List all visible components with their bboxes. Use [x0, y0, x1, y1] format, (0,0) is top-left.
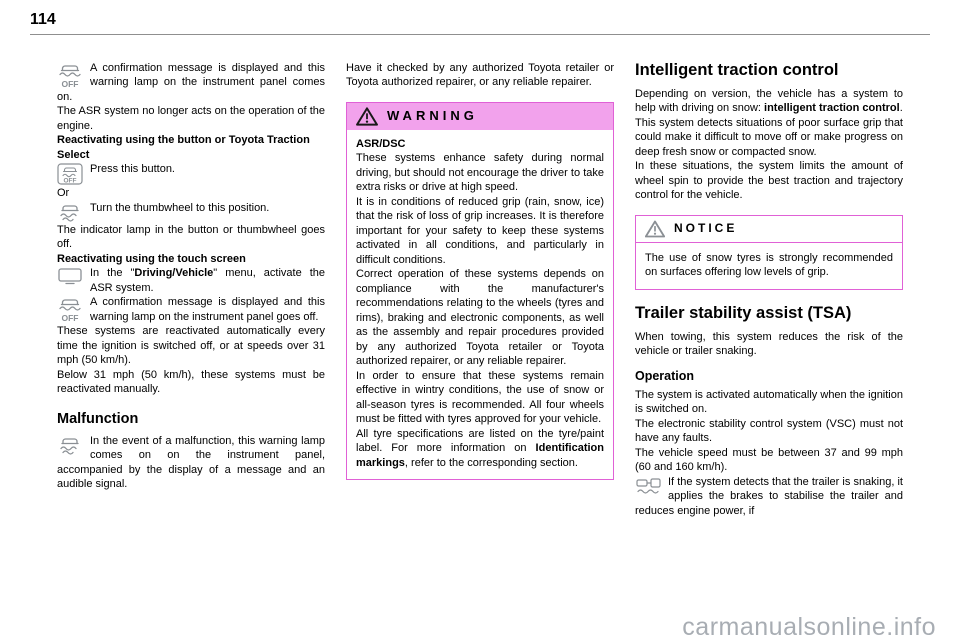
confirmation-on-paragraph: [57, 61, 325, 105]
asr-off-button-icon: [57, 163, 85, 185]
paragraph-text-pre: In the ": [90, 267, 135, 279]
warning-paragraph-4: In order to ensure that these systems remain effective in wintry conditions, the use of snow or all-season tyres is recommended. All four wheels must be fitted with tyres approved for your vehicle.: [356, 369, 604, 425]
notice-title: NOTICE: [674, 221, 738, 236]
operation-heading: Operation: [635, 368, 695, 383]
skid-warning-lamp-icon: [57, 435, 85, 455]
notice-box-body: [636, 243, 902, 289]
column-middle: [346, 61, 614, 519]
paragraph-text-post: .: [899, 102, 903, 114]
thumbwheel-paragraph: [57, 201, 325, 223]
svg-text:OFF: OFF: [61, 313, 79, 323]
notice-paragraph: The use of snow tyres is strongly recommended on surfaces offering low levels of grip.: [645, 251, 893, 278]
paragraph-text: Press this button.: [90, 163, 175, 175]
paragraph-text: A confirmation message is displayed and this warning lamp on the instrument panel goes off.: [90, 296, 325, 323]
paragraph-text: In the event of a malfunction, this warning lamp comes on on the instrument panel, accompanied by the display of a message and an audible signal.: [57, 434, 325, 490]
reactivate-button-subhead: Reactivating using the button or Toyota Traction Select: [57, 134, 310, 161]
column-left: [57, 61, 325, 519]
asr-no-longer-paragraph: The ASR system no longer acts on the operation of the engine.: [57, 105, 325, 132]
itc-detect-paragraph: This system detects situations of poor surface grip that could make it difficult to move off or make progress on deep fresh snow or compacted snow.: [635, 116, 903, 158]
warning-box-header: [347, 103, 613, 130]
notice-box-header: [636, 216, 902, 243]
page-header: [0, 0, 960, 34]
paragraph-text: If the system detects that the trailer is snaking, it applies the brakes to stabilise the trailer and reduces engine power, if: [635, 475, 903, 517]
have-checked-paragraph: Have it checked by any authorized Toyota retailer or Toyota authorized repairer, or any reliable repairer.: [346, 61, 614, 88]
paragraph-text-pre: All tyre specifications are listed on the tyre/paint label. For more information on: [356, 427, 604, 454]
reactivate-touch-subhead: Reactivating using the touch screen: [57, 252, 246, 265]
svg-text:OFF: OFF: [63, 177, 77, 185]
paragraph-text: A confirmation message is displayed and this warning lamp on the instrument panel comes on.: [57, 61, 325, 103]
tsa-heading: Trailer stability assist (TSA): [635, 303, 852, 322]
touchscreen-icon: [57, 267, 85, 285]
press-button-paragraph: [57, 162, 325, 186]
notice-box: [635, 215, 903, 290]
paragraph-text-post: , refer to the corresponding section.: [404, 456, 578, 469]
operation-paragraph-1: The system is activated automatically when the ignition is switched on.: [635, 388, 903, 415]
paragraph-text: Turn the thumbwheel to this position.: [90, 201, 270, 214]
warning-lamp-off-icon: [57, 296, 85, 323]
tsa-intro-paragraph: When towing, this system reduces the risk of the vehicle or trailer snaking.: [635, 330, 903, 357]
paragraph-text-pre: Depending on version, the vehicle has a system to help with driving on snow:: [635, 87, 903, 114]
paragraph-text-post: " menu, activate the ASR system.: [90, 267, 325, 294]
menu-name-bold: Driving/Vehicle: [134, 267, 214, 279]
operation-paragraph-3: The vehicle speed must be between 37 and 99 mph (60 and 160 km/h).: [635, 446, 903, 473]
svg-text:OFF: OFF: [61, 78, 79, 89]
warning-box-body: [347, 130, 613, 480]
warning-paragraph-1: These systems enhance safety during normal driving, but should not encourage the driver to take extra risks or drive at high speed.: [356, 152, 604, 193]
tsa-detect-paragraph: [635, 475, 903, 519]
column-right: [635, 61, 903, 519]
warning-triangle-icon: [356, 107, 378, 126]
thumbwheel-position-icon: [57, 202, 85, 222]
warning-paragraph-3: Correct operation of these systems depends on compliance with the manufacturer's recommendations relating to the wheels (tyres and rims), braking and electronic components, as well as the assembly and repair procedures provided by any authorized Toyota retailer or Toyota authorized repairer, or any reliable repairer.: [356, 268, 604, 367]
malfunction-paragraph: [57, 434, 325, 492]
malfunction-heading: Malfunction: [57, 410, 139, 427]
warning-paragraph-2: It is in conditions of reduced grip (rain, snow, ice) that the risk of loss of grip increases. It is therefore important for your safety to keep these systems activated in all conditions, and particularly in difficult conditions.: [356, 195, 604, 266]
trailer-sway-icon: [635, 476, 663, 494]
below-speed-paragraph: Below 31 mph (50 km/h), these systems must be reactivated manually.: [57, 368, 325, 395]
intelligent-traction-heading: Intelligent traction control: [635, 60, 839, 79]
auto-reactivate-paragraph: These systems are reactivated automatically every time the ignition is switched off, or at speeds over 31 mph (50 km/h).: [57, 325, 325, 366]
itc-limit-paragraph: In these situations, the system limits the amount of wheel spin to provide the best traction and trajectory control for the vehicle.: [635, 160, 903, 201]
or-text: Or: [57, 187, 70, 199]
operation-paragraph-2: The electronic stability control system (VSC) must not have any faults.: [635, 417, 903, 444]
itc-intro-paragraph: [635, 87, 903, 116]
warning-paragraph-5: [356, 427, 604, 471]
confirmation-off-paragraph: [57, 295, 325, 324]
watermark: carmanualsonline.info: [682, 612, 936, 641]
notice-triangle-icon: [645, 220, 665, 238]
warning-title: WARNING: [387, 107, 478, 123]
page-number: 114: [30, 11, 56, 28]
identification-markings-bold: Identification markings: [356, 442, 604, 469]
content-columns: [0, 35, 960, 519]
touchscreen-menu-paragraph: [57, 266, 325, 295]
warning-lamp-off-icon: [57, 62, 85, 89]
warning-subtitle: ASR/DSC: [356, 137, 406, 150]
warning-box: [346, 102, 614, 481]
indicator-off-paragraph: The indicator lamp in the button or thumbwheel goes off.: [57, 223, 325, 250]
itc-term-bold: intelligent traction control: [764, 102, 900, 114]
